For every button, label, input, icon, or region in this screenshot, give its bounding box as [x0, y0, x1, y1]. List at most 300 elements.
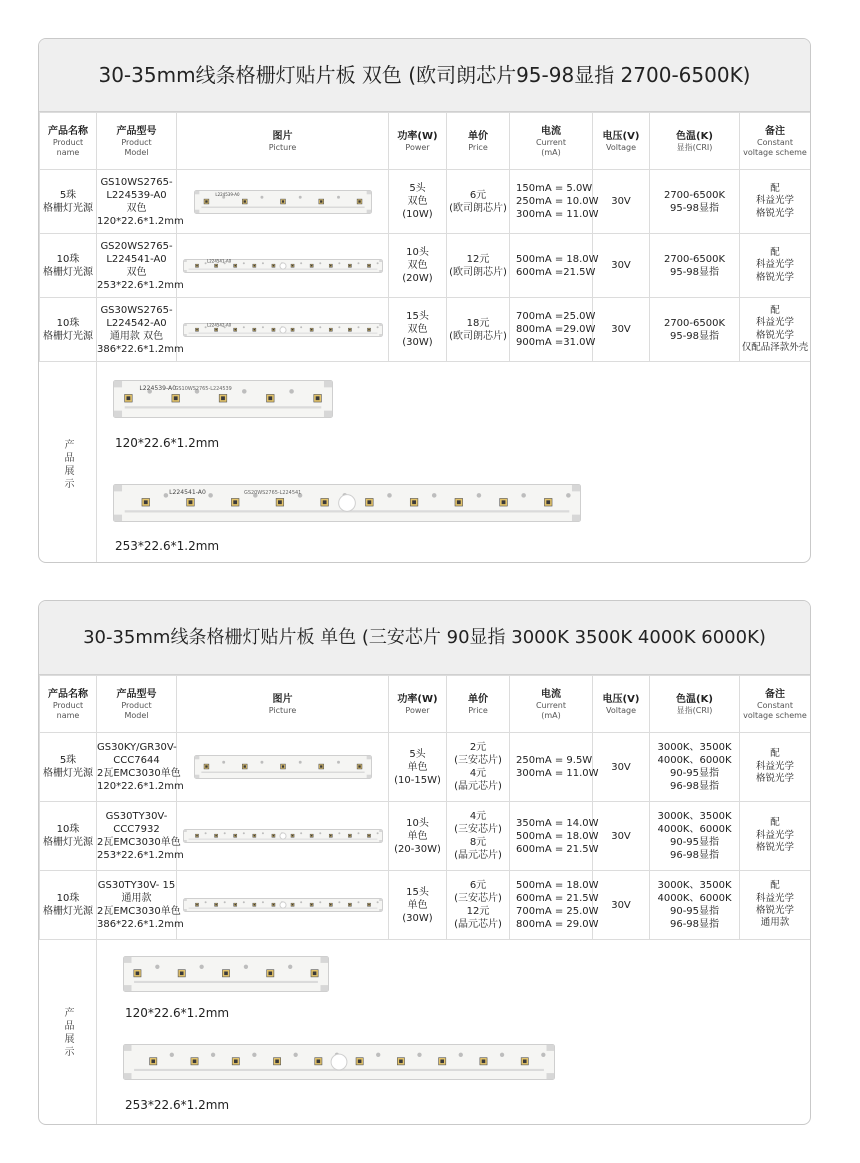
pcb-led-core [310, 264, 312, 266]
header-cell [593, 113, 650, 170]
pcb-hole [300, 832, 302, 834]
pcb-pad [114, 515, 122, 521]
cell-line: 15头 [406, 886, 429, 898]
header-en: Picture [268, 142, 297, 152]
header-en: Price [468, 142, 488, 152]
pcb-led-core [189, 500, 193, 504]
header-cell [97, 676, 177, 733]
table-row [40, 234, 811, 298]
pcb-hole [164, 493, 169, 498]
pcb-led-core [215, 835, 217, 837]
pcb-hole [319, 832, 321, 834]
pcb-label: L224539-A0 [139, 384, 177, 392]
cell-line: 6元 [469, 880, 487, 891]
showcase-area [97, 362, 810, 563]
price-cell [447, 802, 510, 871]
header-cell [447, 113, 510, 170]
header-en: Current [535, 137, 567, 147]
cell-line: 95-98显指 [669, 202, 720, 214]
cell-line: 4000K、6000K [657, 755, 732, 766]
pcb-hole [319, 262, 321, 264]
pcb-led-core [482, 1059, 486, 1063]
pcb-hole [477, 493, 482, 498]
cell-line: 双色 [407, 324, 428, 335]
pcb-pad [320, 985, 328, 991]
pcb-led-core [399, 1059, 403, 1063]
current-cell [510, 871, 599, 940]
voltage-cell: 30V [593, 871, 650, 940]
pcb-hole [300, 326, 302, 328]
picture-cell [177, 871, 389, 940]
pcb-led-core [412, 500, 416, 504]
pcb-hole [242, 832, 244, 834]
cell-line: 120*22.6*1.2mm [97, 781, 184, 792]
pcb-hole [376, 1053, 380, 1057]
note-cell [740, 298, 811, 362]
pcb-hole [319, 901, 321, 903]
cell-line: (20-30W) [394, 843, 441, 855]
section-2-showcase [39, 940, 810, 1125]
pcb-hole [223, 832, 225, 834]
cell-line: 单色 [407, 899, 428, 911]
cell-line: 253*22.6*1.2mm [97, 850, 184, 861]
current-cell [510, 298, 596, 362]
cell-line: 5头 [409, 183, 426, 194]
cell-line: L224541-A0 [106, 253, 167, 265]
cell-line: 5珠 [59, 189, 77, 201]
cell-line: 单色 [407, 830, 428, 842]
header-en: name [56, 710, 80, 720]
pcb-label-secondary: GS10WS2765-L224539 [174, 385, 232, 392]
cell-line: 通用款 [760, 917, 790, 929]
showcase-label: 产品展示 [39, 362, 97, 563]
pcb-led-core [234, 264, 236, 266]
pcb-led-core [253, 328, 255, 330]
note-cell [740, 871, 811, 940]
cell-line: 双色 [407, 196, 428, 207]
table-row [40, 170, 811, 234]
pcb-led-core [368, 328, 370, 330]
cell-line: 386*22.6*1.2mm [97, 343, 184, 355]
cell-line: 90-95显指 [669, 768, 720, 779]
note-cell [740, 234, 811, 298]
pcb-led-core [317, 1059, 321, 1063]
power-cell [389, 298, 447, 362]
pcb-hole [357, 832, 359, 834]
pcb-hole [338, 262, 340, 264]
pcb-led-core [196, 835, 198, 837]
header-cn: 电流 [541, 688, 561, 700]
header-cn: 电流 [541, 125, 561, 137]
pcb-led-core [330, 328, 332, 330]
pcb-pad [379, 909, 382, 911]
pcb-hole [338, 901, 340, 903]
cell-line: 900mA =31.0W [516, 337, 596, 348]
cell-line: CCC7932 [113, 824, 160, 835]
table-row [40, 733, 811, 802]
cell-line: 800mA = 29.0W [516, 919, 599, 930]
cell-line: 单色 [407, 761, 428, 773]
pcb-pad [195, 756, 199, 759]
pcb-led-core [320, 765, 322, 767]
cell-line: 配 [770, 748, 780, 760]
cell-line: 95-98显指 [669, 266, 720, 278]
header-cell [40, 676, 97, 733]
cell-line: 2瓦EMC3030单色 [97, 768, 181, 779]
showcase-caption: 253*22.6*1.2mm [115, 539, 220, 553]
cell-line: 10头 [406, 817, 429, 829]
pcb-pad [379, 840, 382, 842]
product-name-cell [40, 298, 97, 362]
cell-line: 8元 [469, 837, 487, 848]
pcb-image [183, 323, 383, 337]
pcb-hole [376, 326, 378, 328]
product-model-cell [97, 170, 184, 234]
pcb-led-core [215, 264, 217, 266]
pcb-pad [379, 260, 382, 262]
pcb-led-core [291, 264, 293, 266]
picture-cell [177, 234, 389, 298]
price-cell [447, 733, 510, 802]
cell-line: 90-95显指 [669, 906, 720, 917]
picture-cell [177, 802, 389, 871]
header-cn: 色温(K) [676, 130, 713, 142]
cell-line: 格锐光学 [755, 773, 794, 785]
pcb-mount-hole [279, 262, 285, 268]
cell-line: 通用款 [121, 893, 152, 904]
header-cell [177, 676, 389, 733]
pcb-pad [195, 191, 199, 194]
header-cn: 单价 [468, 130, 488, 142]
pcb-led-core [368, 264, 370, 266]
cct-cri-cell [650, 802, 740, 871]
pcb-led-core [546, 500, 550, 504]
pcb-image [183, 259, 383, 273]
pcb-hole [261, 901, 263, 903]
pcb-led-core [310, 328, 312, 330]
cell-line: 配 [770, 880, 780, 892]
cell-line: 2瓦EMC3030单色 [97, 837, 181, 848]
showcase-pcb-short [113, 380, 333, 418]
pcb-led-core [275, 1059, 279, 1063]
cell-line: 500mA = 18.0W [516, 253, 599, 265]
cell-line: (三安芯片) [454, 824, 502, 835]
cell-line: 4元 [469, 768, 487, 779]
pcb-pad [320, 957, 328, 963]
cell-line: 120*22.6*1.2mm [97, 215, 184, 227]
pcb-hole [338, 326, 340, 328]
pcb-led-core [193, 1059, 197, 1063]
pcb-image [183, 898, 383, 912]
header-en: 显指(CRI) [676, 705, 713, 715]
pcb-hole [204, 832, 206, 834]
cell-line: 2700-6500K [663, 317, 726, 329]
pcb-led-core [323, 500, 327, 504]
pcb-hole [244, 965, 248, 969]
cell-line: 12元 [466, 906, 490, 917]
pcb-pad [572, 485, 580, 491]
cell-line: 格锐光学 [755, 271, 794, 283]
cell-line: 250mA = 10.0W [516, 196, 599, 207]
cell-line: 10头 [406, 247, 429, 258]
cell-line: 600mA = 21.5W [516, 843, 599, 855]
pcb-led-core [330, 835, 332, 837]
header-en: Product [52, 137, 84, 147]
pcb-led-core [215, 904, 217, 906]
cell-line: 15头 [406, 311, 429, 322]
cell-line: 386*22.6*1.2mm [97, 919, 184, 930]
header-cn: 图片 [272, 130, 293, 142]
pcb-hole [432, 493, 437, 498]
pcb-pad [379, 899, 382, 901]
pcb-pad [379, 324, 382, 326]
product-name-cell [40, 733, 97, 802]
cell-line: L224539-A0 [106, 189, 167, 201]
cell-line: 3000K、3500K [657, 811, 732, 822]
header-cell [650, 676, 740, 733]
cell-line: 2700-6500K [663, 253, 726, 265]
header-en: voltage scheme [743, 147, 807, 157]
pcb-led-core [233, 500, 237, 504]
header-cell [97, 113, 177, 170]
pcb-label: L224539-A0 [214, 191, 240, 197]
pcb-led-core [253, 835, 255, 837]
product-model-cell [97, 733, 184, 802]
pcb-hole [261, 832, 263, 834]
note-cell [740, 802, 811, 871]
section-2-header-row [40, 676, 811, 733]
pcb-hole [242, 901, 244, 903]
pcb-led-core [291, 835, 293, 837]
header-cell [510, 676, 593, 733]
pcb-led-core [291, 904, 293, 906]
pcb-hole [376, 832, 378, 834]
cell-line: 格锐光学 [755, 842, 794, 854]
header-cn: 电压(V) [602, 693, 640, 705]
pcb-led-core [272, 264, 274, 266]
current-cell [510, 802, 599, 871]
pcb-pad [184, 270, 187, 272]
pcb-hole [357, 326, 359, 328]
cell-line: 通用款 双色 [109, 330, 164, 342]
section-1-header-row [40, 113, 811, 170]
header-cell [177, 113, 389, 170]
cell-line: 科益光学 [755, 259, 794, 271]
cell-line: 4元 [469, 811, 487, 822]
cell-line: 配 [770, 304, 780, 316]
pcb-led-core [234, 904, 236, 906]
cell-line: 格锐光学 [755, 905, 794, 916]
cell-line: 4000K、6000K [657, 893, 732, 904]
section-1-showcase [39, 362, 810, 563]
pcb-led-core [358, 1059, 362, 1063]
section-2-table [39, 675, 811, 940]
pcb-label: L224542-A0 [206, 322, 231, 328]
price-cell [447, 170, 510, 234]
cell-line: (10W) [402, 209, 433, 220]
cell-line: 配 [770, 182, 780, 194]
pcb-led-core [253, 264, 255, 266]
pcb-pad [124, 1045, 132, 1051]
product-name-cell [40, 871, 97, 940]
pcb-hole [260, 195, 263, 198]
header-cell [40, 113, 97, 170]
power-cell [389, 871, 447, 940]
pcb-pad [124, 957, 132, 963]
header-en: Product [52, 700, 84, 710]
cell-line: 300mA = 11.0W [516, 768, 599, 779]
pcb-pad [195, 209, 199, 212]
cell-line: 253*22.6*1.2mm [97, 279, 184, 291]
pcb-led-core [136, 971, 140, 975]
pcb-hole [337, 761, 340, 764]
pcb-hole [338, 832, 340, 834]
pcb-pad [379, 334, 382, 336]
pcb-led-core [281, 765, 283, 767]
pcb-led-core [272, 904, 274, 906]
pcb-hole [298, 761, 301, 764]
product-model-cell [97, 234, 184, 298]
pcb-led-core [253, 904, 255, 906]
pcb-pad [114, 485, 122, 491]
pcb-led-core [523, 1059, 527, 1063]
cell-line: 700mA =25.0W [516, 311, 596, 322]
header-cell [510, 113, 593, 170]
cell-line: GS20WS2765- [100, 240, 173, 252]
cell-line: 4000K、6000K [657, 824, 732, 835]
pcb-hole [288, 965, 292, 969]
pcb-led-core [144, 500, 148, 504]
pcb-hole [242, 389, 247, 394]
pcb-hole [521, 493, 526, 498]
pcb-led-core [268, 971, 272, 975]
pcb-hole [252, 1053, 256, 1057]
showcase-pcb-long [123, 1044, 555, 1080]
pcb-led-core [313, 971, 317, 975]
pcb-led-core [291, 328, 293, 330]
pcb-pad [366, 209, 370, 212]
pcb-pad [184, 840, 187, 842]
table-row [40, 802, 811, 871]
price-cell [447, 298, 510, 362]
pcb-hole [223, 901, 225, 903]
pcb-led-core [368, 835, 370, 837]
pcb-hole [500, 1053, 504, 1057]
pcb-hole [289, 389, 294, 394]
cell-line: 格锐光学 [755, 207, 794, 219]
pcb-mount-hole [331, 1054, 347, 1070]
pcb-hole [211, 1053, 215, 1057]
pcb-led-core [310, 904, 312, 906]
pcb-pad [366, 756, 370, 759]
section-1-card [38, 38, 811, 563]
cell-line: GS30TY30V- 15 [97, 880, 176, 891]
pcb-led-core [196, 264, 198, 266]
pcb-label-secondary: GS20WS2765-L224541 [244, 489, 302, 496]
header-en: Model [124, 710, 149, 720]
header-cn: 图片 [272, 693, 293, 705]
cell-line: 格栅灯光源 [43, 202, 93, 214]
pcb-pad [184, 909, 187, 911]
cell-line: 2瓦EMC3030单色 [97, 906, 181, 917]
pcb-led-core [180, 971, 184, 975]
cell-line: 10珠 [56, 824, 80, 835]
cell-line: 配 [770, 817, 780, 829]
cell-line: L224542-A0 [106, 317, 167, 329]
header-cn: 色温(K) [676, 693, 713, 705]
header-en: Constant [757, 137, 793, 147]
pcb-hole [260, 761, 263, 764]
pcb-hole [261, 326, 263, 328]
pcb-hole [357, 262, 359, 264]
pcb-led-core [358, 765, 360, 767]
header-en: (mA) [541, 147, 561, 157]
pcb-led-core [268, 396, 272, 400]
cell-line: 双色 [126, 202, 147, 214]
header-cell [740, 676, 811, 733]
product-name-cell [40, 234, 97, 298]
pcb-led-core [349, 328, 351, 330]
pcb-image [183, 829, 383, 843]
product-name-cell [40, 802, 97, 871]
header-en: Constant [757, 700, 793, 710]
cell-line: 18元 [466, 317, 490, 329]
pcb-image [123, 956, 329, 992]
cell-line: (晶元芯片) [454, 850, 502, 861]
cell-line: 500mA = 18.0W [516, 880, 599, 891]
header-cn: 功率(W) [397, 693, 438, 705]
pcb-image [123, 1044, 555, 1080]
pcb-hole [170, 1053, 174, 1057]
pcb-hole [298, 195, 301, 198]
product-model-cell [97, 298, 184, 362]
header-en: Model [124, 147, 149, 157]
picture-cell [177, 170, 389, 234]
pcb-led-core [272, 328, 274, 330]
cell-line: (三安芯片) [454, 893, 502, 904]
pcb-led-core [349, 904, 351, 906]
picture-cell [177, 733, 389, 802]
cell-line: (欧司朗芯片) [449, 266, 507, 278]
cell-line: (欧司朗芯片) [449, 330, 507, 342]
pcb-led-core [320, 200, 322, 202]
cell-line: 仅配品泽款外壳 [741, 341, 809, 353]
header-cell [740, 113, 811, 170]
pcb-pad [184, 830, 187, 832]
cell-line: 10珠 [56, 253, 80, 265]
pcb-led-core [368, 904, 370, 906]
voltage-cell: 30V [593, 802, 650, 871]
cell-line: (三安芯片) [454, 755, 502, 766]
pcb-led-core [358, 200, 360, 202]
cell-line: (欧司朗芯片) [449, 202, 507, 214]
cell-line: 3000K、3500K [657, 880, 732, 891]
header-en: Picture [268, 705, 297, 715]
cct-cri-cell [650, 871, 740, 940]
cell-line: 科益光学 [755, 195, 794, 207]
cell-line: GS30KY/GR30V- [97, 742, 177, 753]
pcb-hole [541, 1053, 545, 1057]
cell-line: GS30WS2765- [100, 304, 173, 316]
pcb-pad [572, 515, 580, 521]
section-2-title: 30-35mm线条格栅灯贴片板 单色 (三安芯片 90显指 3000K 3500K 4000K 6000K) [39, 601, 810, 675]
header-en: Product [121, 700, 152, 710]
cell-line: GS30TY30V- [105, 811, 168, 822]
cell-line: 350mA = 14.0W [516, 817, 599, 829]
pcb-pad [184, 899, 187, 901]
pcb-hole [204, 901, 206, 903]
section-2-card [38, 600, 811, 1125]
